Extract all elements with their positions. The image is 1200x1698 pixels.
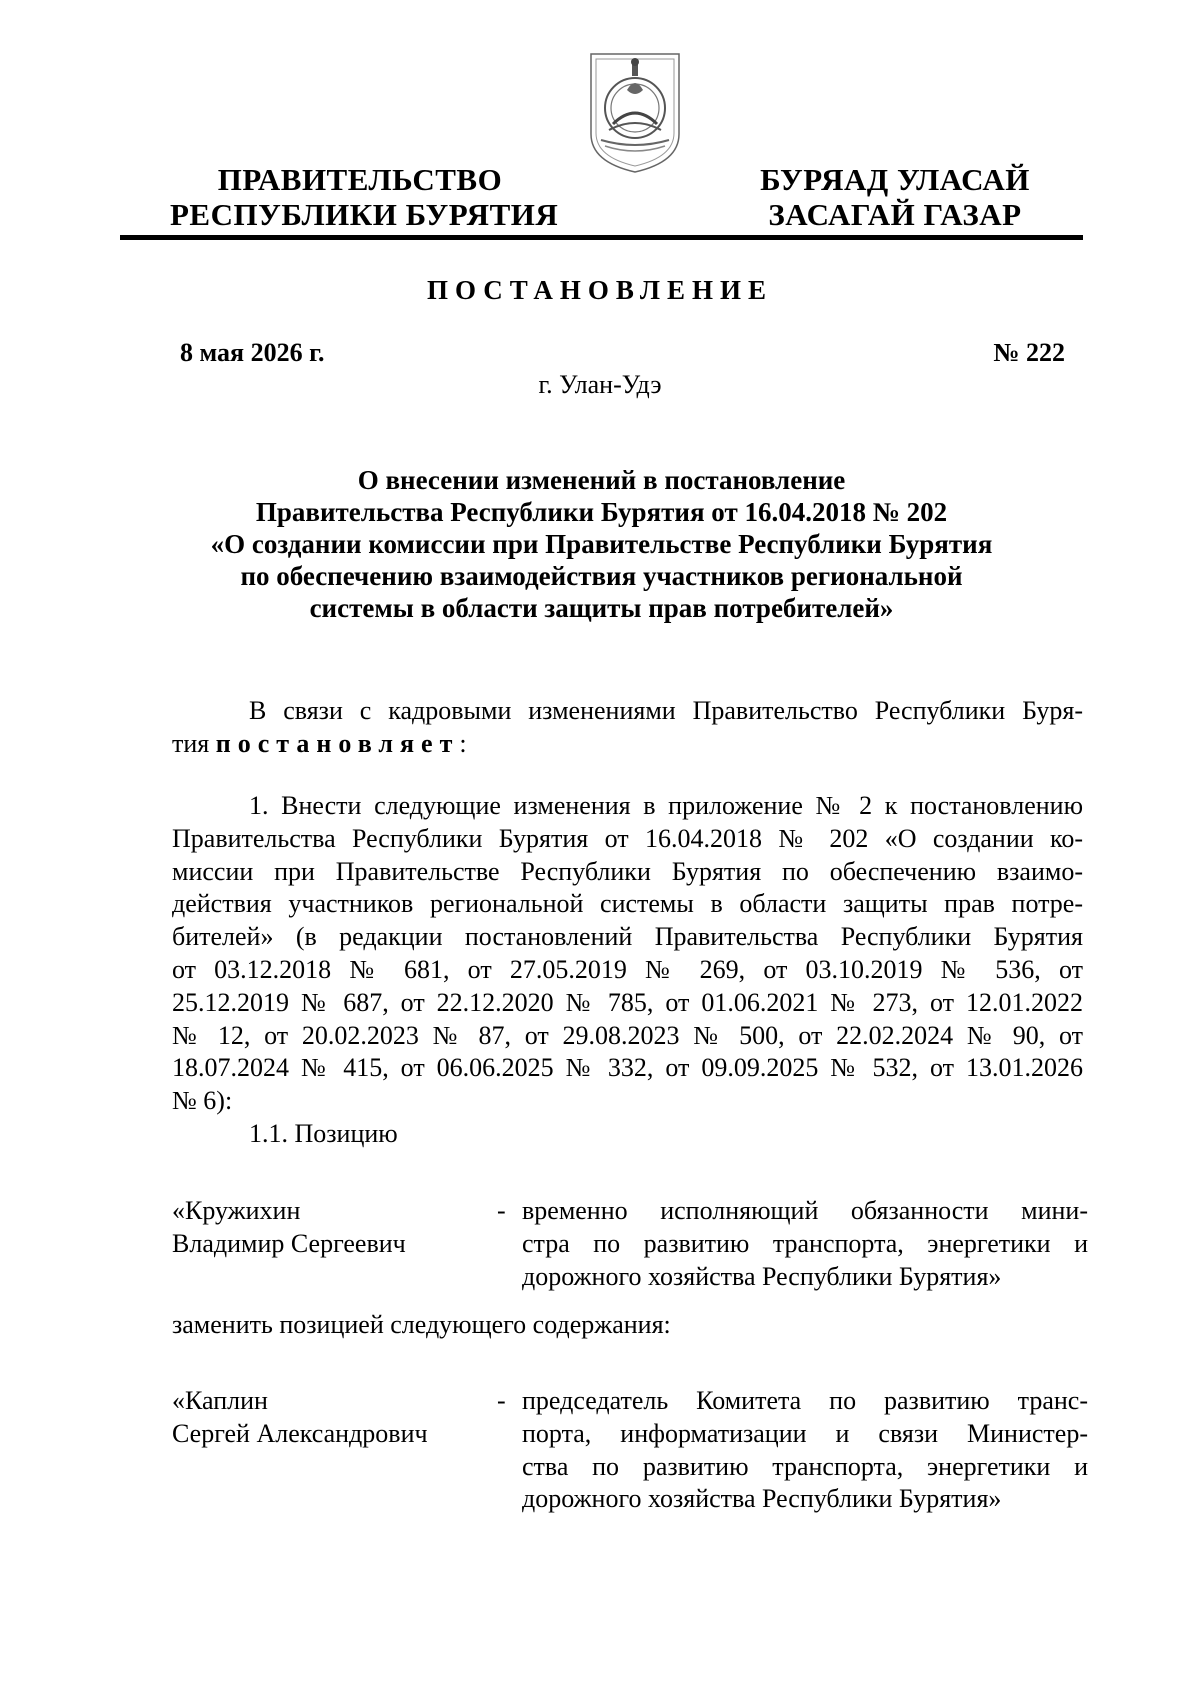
role-line: председатель Комитета по развитию транс- [522,1386,1088,1415]
header-right-line: ЗАСАГАЙ ГАЗАР [768,197,1022,232]
replace-text: заменить позицией следующего содержания: [172,1310,671,1339]
paragraph-line: 25.12.2019 № 687, от 22.12.2020 № 785, от 01.06.2021 № 273, от 12.01.2022 [172,987,1083,1017]
decree-word: постановляет [215,728,460,758]
name-line: «Кружихин [172,1196,301,1225]
paragraph-line: бителей» (в редакции постановлений Правительства Республики Бурятия [172,922,1083,952]
role-line: ства по развитию транспорта, энергетики и [522,1451,1088,1481]
paragraph-line: от 03.12.2018 № 681, от 27.05.2019 № 269, от 03.10.2019 № 536, от [172,954,1083,984]
document-title [120,464,1083,624]
title-line: по обеспечению взаимодействия участников региональной [240,561,963,591]
header-right [745,162,1045,232]
old-position-name [172,1195,472,1261]
title-line: «О создании комиссии при Правительстве Республики Бурятия [210,529,993,559]
paragraph-line: № 12, от 20.02.2023 № 87, от 29.08.2023 № 500, от 22.02.2024 № 90, от [172,1020,1083,1050]
paragraph-line: 18.07.2024 № 415, от 06.06.2025 № 332, от 09.09.2025 № 532, от 13.01.2026 [172,1053,1083,1083]
new-position-name [172,1385,472,1451]
intro-line [172,728,1083,761]
position-dash: - [497,1196,506,1225]
position-dash: - [497,1386,506,1415]
intro-paragraph [172,695,1083,761]
paragraph-line: действия участников региональной системы в области защиты прав потре- [172,889,1083,919]
title-line: О внесении изменений в постановление [357,465,846,495]
document-type: ПОСТАНОВЛЕНИЕ [426,275,774,305]
header-left-line: ПРАВИТЕЛЬСТВО [217,162,503,197]
document-number: № 222 [993,338,1065,367]
new-position-role [522,1385,1088,1516]
role-line: порта, информатизации и связи Министер- [522,1418,1088,1448]
name-line: Владимир Сергеевич [172,1228,406,1258]
old-position-role [522,1195,1088,1293]
subpoint: 1.1. Позицию [249,1118,398,1148]
role-line: стра по развитию транспорта, энергетики и [522,1228,1088,1258]
header-left [170,162,559,232]
header-left-line: РЕСПУБЛИКИ БУРЯТИЯ [170,197,559,232]
name-line: «Каплин [172,1386,268,1415]
paragraph-1 [172,790,1083,1151]
role-line: временно исполняющий обязанности мини- [522,1196,1088,1225]
document-date: 8 мая 2026 г. [180,338,325,367]
paragraph-line: Правительства Республики Бурятия от 16.04.2018 № 202 «О создании ко- [172,823,1083,853]
paragraph-line: № 6): [172,1086,233,1116]
title-line: системы в области защиты прав потребителей» [309,593,894,623]
name-line: Сергей Александрович [172,1418,428,1448]
paragraph-line: 1. Внести следующие изменения в приложение № 2 к постановлению [249,791,1083,820]
document-city: г. Улан-Удэ [538,370,662,399]
header-right-line: БУРЯАД УЛАСАЙ [760,162,1030,197]
intro-line-start: тия [172,728,216,758]
buryatia-coat-of-arms-icon [587,50,683,176]
role-line: дорожного хозяйства Республики Бурятия» [522,1484,1002,1514]
intro-line: В связи с кадровыми изменениями Правительство Республики Буря- [249,696,1083,725]
title-line: Правительства Республики Бурятия от 16.04.2018 № 202 [255,497,948,527]
role-line: дорожного хозяйства Республики Бурятия» [522,1261,1002,1291]
paragraph-line: миссии при Правительстве Республики Бурятия по обеспечению взаимо- [172,856,1083,886]
intro-line-end: : [459,728,467,758]
header-divider [120,235,1083,240]
